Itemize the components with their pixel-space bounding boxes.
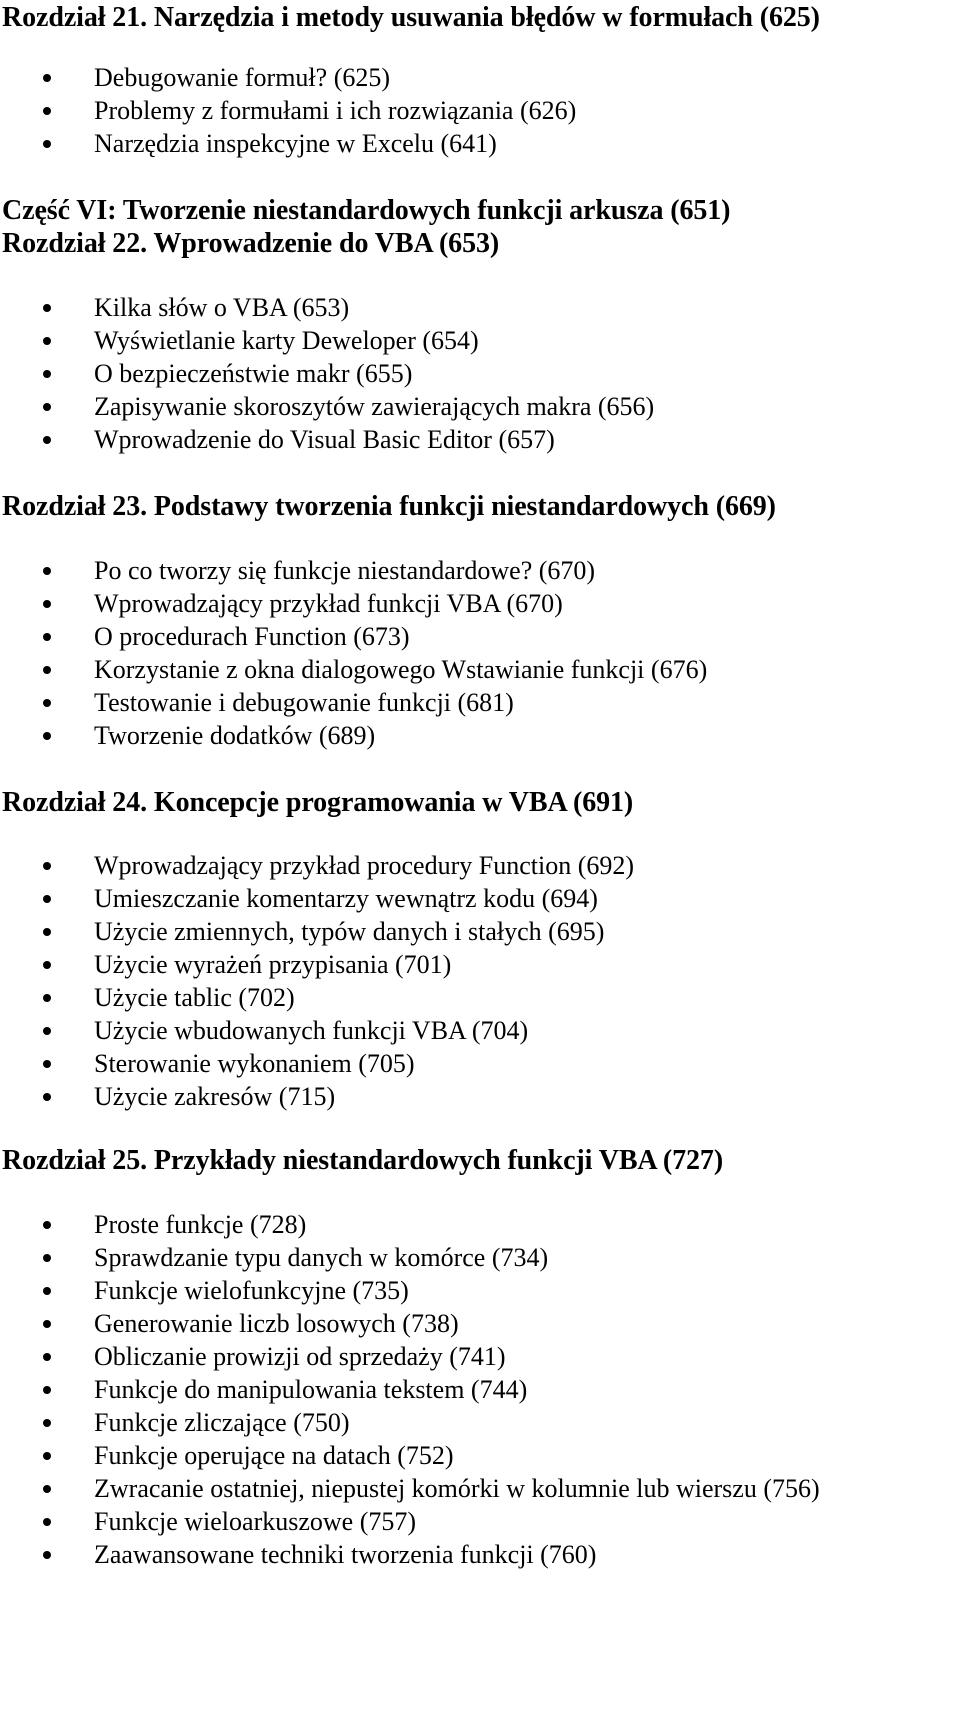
bullet-icon <box>43 107 51 115</box>
bullet-icon <box>43 1287 51 1295</box>
bullet-icon <box>43 403 51 411</box>
bullet-icon <box>43 1551 51 1559</box>
bullet-icon <box>43 1027 51 1035</box>
chapter-25-heading: Rozdział 25. Przykłady niestandardowych funkcji VBA (727) <box>2 1145 724 1176</box>
bullet-icon <box>43 666 51 674</box>
bullet-icon <box>43 436 51 444</box>
bullet-icon <box>43 633 51 641</box>
bullet-icon <box>43 994 51 1002</box>
document-page: Rozdział 21. Narzędzia i metody usuwania błędów w formułach (625) Debugowanie formuł? (625) Problemy z formułami i ich rozwiązania (626) Narzędzia inspekcyjne w Excelu (641) Część VI: Tworzenie niestandardowych funkcji arkusza (651) Rozdział 22. Wprowadzenie do VBA (653) Kilka słów o VBA (653) Wyświetlanie karty Deweloper (654) O bezpieczeństwie makr (655) Zapisywanie skoroszytów zawierających makra (656) Wprowadzenie do Visual Basic Editor (657) Rozdział 23. Podstawy tworzenia funkcji niestandardowych (669) Po co tworzy się funkcje niestandardowe? (670) Wprowadzający przykład funkcji VBA (670) O procedurach Function (673) Korzystanie z okna dialogowego Wstawianie funkcji (676) Testowanie i debugowanie funkcji (681) Tworzenie dodatków (689) Rozdział 24. Koncepcje programowania w VBA (691) Wprowadzający przykład procedury Function (692) Umieszczanie komentarzy wewnątrz kodu (694) Użycie zmiennych, typów danych i stałych (695) Użycie wyrażeń przypisania (701) Użycie tablic (702) Użycie wbudowanych funkcji VBA (704) Sterowanie wykonaniem (705) Użycie zakresów (715) Rozdział 25. Przykłady niestandardowych funkcji VBA (727) Proste funkcje (728) Sprawdzanie typu danych w komórce (734) Funkcje wielofunkcyjne (735) Generowanie liczb losowych (738) Obliczanie prowizji od sprzedaży (741) Funkcje do manipulowania tekstem (744) Funkcje zliczające (750) Funkcje operujące na datach (752) Zwracanie ostatniej, niepustej komórki w kolumnie lub wierszu (756) Funkcje wieloarkuszowe (757) Zaawansowane techniki tworzenia funkcji (760) <box>0 0 960 1716</box>
bullet-icon <box>43 370 51 378</box>
bullet-icon <box>43 600 51 608</box>
chapter-23-heading: Rozdział 23. Podstawy tworzenia funkcji niestandardowych (669) <box>2 491 776 522</box>
bullet-icon <box>43 862 51 870</box>
bullet-icon <box>43 337 51 345</box>
bullet-icon <box>43 1386 51 1394</box>
bullet-icon <box>43 1485 51 1493</box>
bullet-icon <box>43 140 51 148</box>
bullet-icon <box>43 895 51 903</box>
bullet-icon <box>43 961 51 969</box>
bullet-icon <box>43 699 51 707</box>
bullet-icon <box>43 1254 51 1262</box>
bullet-icon <box>43 304 51 312</box>
chapter-24-heading: Rozdział 24. Koncepcje programowania w VBA (691) <box>2 787 634 818</box>
part-6-heading: Część VI: Tworzenie niestandardowych funkcji arkusza (651) <box>2 195 731 226</box>
bullet-icon <box>43 1093 51 1101</box>
bullet-icon <box>43 1221 51 1229</box>
bullet-icon <box>43 74 51 82</box>
bullet-icon <box>43 1518 51 1526</box>
bullet-icon <box>43 1320 51 1328</box>
bullet-icon <box>43 1353 51 1361</box>
bullet-icon <box>43 1452 51 1460</box>
bullet-icon <box>43 928 51 936</box>
chapter-21-heading: Rozdział 21. Narzędzia i metody usuwania błędów w formułach (625) <box>2 2 820 33</box>
bullet-icon <box>43 567 51 575</box>
bullet-icon <box>43 1419 51 1427</box>
chapter-22-heading: Rozdział 22. Wprowadzenie do VBA (653) <box>2 228 500 259</box>
bullet-icon <box>43 732 51 740</box>
bullet-icon <box>43 1060 51 1068</box>
